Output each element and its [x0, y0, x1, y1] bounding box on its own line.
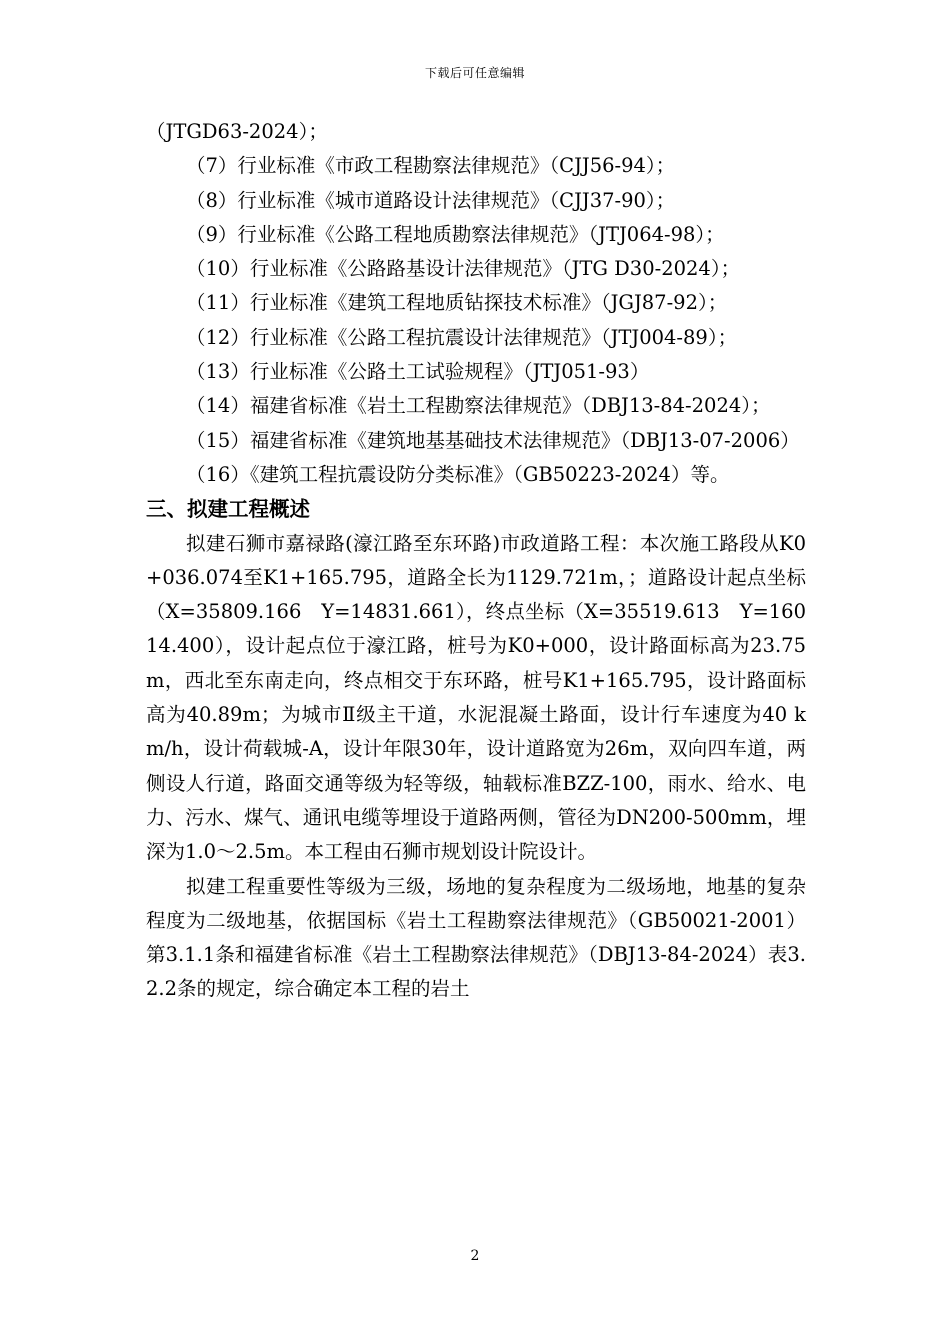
standard-item-12: （12）行业标准《公路工程抗震设计法律规范》（JTJ004-89）； — [186, 325, 738, 349]
standard-item-9: （9）行业标准《公路工程地质勘察法律规范》（JTJ064-98）； — [186, 222, 725, 246]
standard-item-14: （14）福建省标准《岩土工程勘察法律规范》（DBJ13-84-2024）； — [186, 394, 771, 418]
standard-item-7: （7）行业标准《市政工程勘察法律规范》（CJJ56-94）； — [186, 154, 676, 178]
project-overview-paragraph-1: 拟建石狮市嘉禄路(濠江路至东环路)市政道路工程：本次施工路段从K0+036.074至K1+165.795，道路全长为1129.721m，；道路设计起点坐标（X=35809.166 Y=14831.661），终点坐标（X=35519.613 Y=16014.400），设计起点位于濠江路，桩号为K0+000，设计路面标高为23.75m，西北至东南走向，终点相交于东环路，桩号K1+165.795，设计路面标高为40.89m；为城市Ⅱ级主干道，水泥混凝土路面，设计行车速度为40 km/h，设计荷载城-A，设计年限30年，设计道路宽为26m，双向四车道，两侧设人行道，路面交通等级为轻等级，轴载标准BZZ-100，雨水、给水、电力、污水、煤气、通讯电缆等埋设于道路两侧，管径为DN200-500mm，埋深为1.0～2.5m。本工程由石狮市规划设计院设计。 — [146, 531, 806, 864]
standard-item-8: （8）行业标准《城市道路设计法律规范》（CJJ37-90）； — [186, 188, 676, 212]
standard-item-13: （13）行业标准《公路土工试验规程》（JTJ051-93） — [186, 360, 650, 384]
standard-item-16: （16）《建筑工程抗震设防分类标准》（GB50223-2024）等。 — [186, 462, 730, 486]
standard-item-11: （11）行业标准《建筑工程地质钻探技术标准》（JGJ87-92）； — [186, 291, 728, 315]
standards-continued-line: （JTGD63-2024）； — [146, 120, 328, 143]
standard-item-10: （10）行业标准《公路路基设计法律规范》（JTG D30-2024）； — [186, 257, 741, 281]
standard-item-15: （15）福建省标准《建筑地基基础技术法律规范》（DBJ13-07-2006） — [186, 428, 800, 452]
document-body — [146, 115, 806, 1007]
page-number: 2 — [470, 1248, 480, 1264]
page-header-note: 下载后可任意编辑 — [424, 66, 525, 80]
section-heading-project-overview: 三、拟建工程概述 — [146, 497, 310, 522]
project-overview-paragraph-2: 拟建工程重要性等级为三级，场地的复杂程度为二级场地，地基的复杂程度为二级地基，依据国标《岩土工程勘察法律规范》（GB50021-2001）第3.1.1条和福建省标准《岩土工程勘察法律规范》（DBJ13-84-2024）表3.2.2条的规定，综合确定本工程的岩土 — [146, 874, 806, 1001]
